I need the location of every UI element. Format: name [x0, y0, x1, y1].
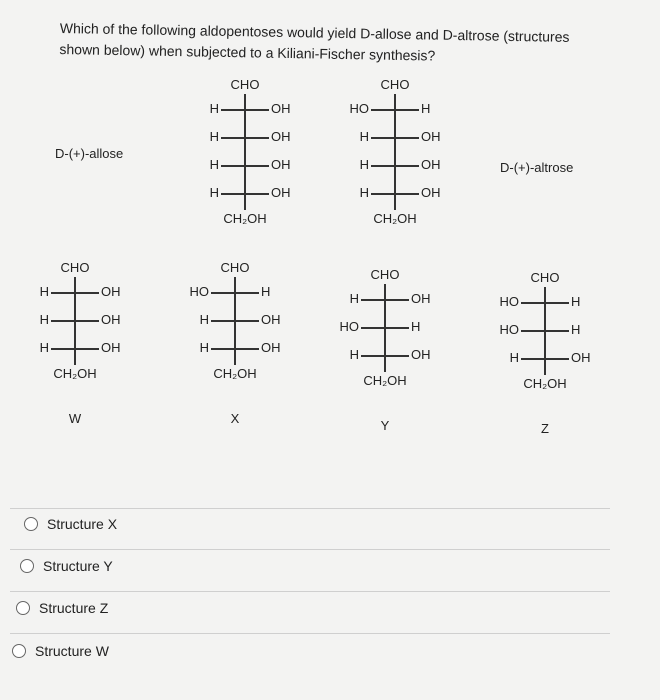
- bond-line: [221, 109, 269, 111]
- bottom-group: CH₂OH: [53, 366, 97, 381]
- bond-line: [221, 165, 269, 167]
- option-structure-y[interactable]: [20, 558, 113, 574]
- allose-label: D-(+)-allose: [55, 146, 124, 161]
- right-substituent: H: [571, 294, 581, 309]
- right-substituent: OH: [271, 101, 291, 116]
- left-substituent: HO: [339, 319, 359, 334]
- fischer-structure-z: [485, 267, 605, 436]
- bond-line: [211, 348, 259, 350]
- option-structure-x[interactable]: [24, 516, 117, 532]
- stereocenter-row: [175, 335, 295, 363]
- radio-button[interactable]: [16, 601, 30, 615]
- left-substituent: HO: [189, 284, 209, 299]
- bottom-group: CH₂OH: [373, 211, 417, 226]
- left-substituent: H: [39, 284, 49, 299]
- bottom-group: CH₂OH: [363, 373, 407, 388]
- stereocenter-row: [485, 289, 605, 317]
- left-substituent: H: [349, 347, 359, 362]
- option-label: Structure Y: [43, 558, 113, 574]
- stereocenter-row: [15, 335, 135, 363]
- bottom-group: CH₂OH: [213, 366, 257, 381]
- stereocenter-row: [185, 96, 305, 124]
- right-substituent: H: [421, 101, 431, 116]
- option-label: Structure Z: [39, 600, 109, 616]
- divider: [10, 591, 610, 592]
- radio-button[interactable]: [12, 644, 26, 658]
- altrose-label: D-(+)-altrose: [500, 160, 574, 175]
- top-group: CHO: [530, 270, 560, 285]
- stereocenter-row: [185, 180, 305, 208]
- right-substituent: OH: [411, 347, 431, 362]
- bottom-group: CH₂OH: [223, 211, 267, 226]
- option-structure-z[interactable]: [16, 600, 108, 616]
- top-group: CHO: [380, 77, 410, 92]
- right-substituent: OH: [261, 312, 281, 327]
- bond-line: [211, 292, 259, 294]
- right-substituent: OH: [101, 340, 121, 355]
- right-substituent: OH: [411, 291, 431, 306]
- top-group: CHO: [220, 260, 250, 275]
- option-label: Structure W: [35, 643, 109, 659]
- bond-line: [521, 330, 569, 332]
- structure-letter: X: [230, 411, 240, 426]
- bond-line: [51, 348, 99, 350]
- bond-line: [51, 320, 99, 322]
- question-text: Which of the following aldopentoses would yield D-allose and D-altrose (structures shown below) when subjected to a Kiliani-Fischer synthesis?: [59, 19, 570, 64]
- stereocenter-row: [485, 345, 605, 373]
- stereocenter-row: [335, 152, 455, 180]
- fischer-structure-y: [325, 264, 445, 433]
- stereocenter-row: [15, 307, 135, 335]
- stereocenter-row: [325, 286, 445, 314]
- bond-line: [371, 137, 419, 139]
- left-substituent: HO: [499, 294, 519, 309]
- option-label: Structure X: [47, 516, 118, 532]
- right-substituent: OH: [101, 284, 121, 299]
- bond-line: [361, 355, 409, 357]
- bond-line: [371, 193, 419, 195]
- divider: [10, 508, 610, 509]
- radio-button[interactable]: [24, 517, 38, 531]
- stereocenter-row: [175, 307, 295, 335]
- left-substituent: H: [349, 291, 359, 306]
- fischer-structure-x: [175, 257, 295, 426]
- stereocenter-row: [325, 314, 445, 342]
- bond-line: [221, 137, 269, 139]
- stereocenter-row: [185, 152, 305, 180]
- left-substituent: H: [359, 185, 369, 200]
- left-substituent: HO: [349, 101, 369, 116]
- divider: [10, 549, 610, 550]
- structure-letter: W: [68, 411, 82, 426]
- left-substituent: H: [509, 350, 519, 365]
- stereocenter-row: [335, 96, 455, 124]
- left-substituent: H: [209, 129, 219, 144]
- radio-button[interactable]: [20, 559, 34, 573]
- bond-line: [371, 109, 419, 111]
- right-substituent: OH: [271, 185, 291, 200]
- right-substituent: H: [411, 319, 421, 334]
- left-substituent: H: [359, 129, 369, 144]
- stereocenter-row: [15, 279, 135, 307]
- top-group: CHO: [370, 267, 400, 282]
- left-substituent: H: [39, 312, 49, 327]
- left-substituent: H: [199, 340, 209, 355]
- fischer-structure-altrose: [335, 74, 455, 230]
- bond-line: [211, 320, 259, 322]
- stereocenter-row: [335, 124, 455, 152]
- stereocenter-row: [185, 124, 305, 152]
- right-substituent: OH: [421, 185, 441, 200]
- right-substituent: H: [261, 284, 271, 299]
- right-substituent: OH: [571, 350, 591, 365]
- left-substituent: H: [359, 157, 369, 172]
- right-substituent: OH: [261, 340, 281, 355]
- structure-letter: Z: [541, 421, 549, 436]
- bottom-group: CH₂OH: [523, 376, 567, 391]
- bond-line: [361, 299, 409, 301]
- left-substituent: H: [39, 340, 49, 355]
- top-group: CHO: [230, 77, 260, 92]
- stereocenter-row: [325, 342, 445, 370]
- divider: [10, 633, 610, 634]
- left-substituent: H: [199, 312, 209, 327]
- right-substituent: OH: [421, 129, 441, 144]
- left-substituent: HO: [499, 322, 519, 337]
- left-substituent: H: [209, 101, 219, 116]
- top-group: CHO: [60, 260, 90, 275]
- bond-line: [221, 193, 269, 195]
- right-substituent: OH: [421, 157, 441, 172]
- stereocenter-row: [485, 317, 605, 345]
- option-structure-w[interactable]: [12, 643, 109, 659]
- structure-letter: Y: [380, 418, 390, 433]
- bond-line: [521, 302, 569, 304]
- right-substituent: OH: [271, 157, 291, 172]
- bond-line: [51, 292, 99, 294]
- right-substituent: H: [571, 322, 581, 337]
- right-substituent: OH: [101, 312, 121, 327]
- stereocenter-row: [175, 279, 295, 307]
- bond-line: [361, 327, 409, 329]
- bond-line: [371, 165, 419, 167]
- right-substituent: OH: [271, 129, 291, 144]
- bond-line: [521, 358, 569, 360]
- stereocenter-row: [335, 180, 455, 208]
- left-substituent: H: [209, 185, 219, 200]
- left-substituent: H: [209, 157, 219, 172]
- fischer-structure-w: [15, 257, 135, 426]
- fischer-structure-allose: [185, 74, 305, 230]
